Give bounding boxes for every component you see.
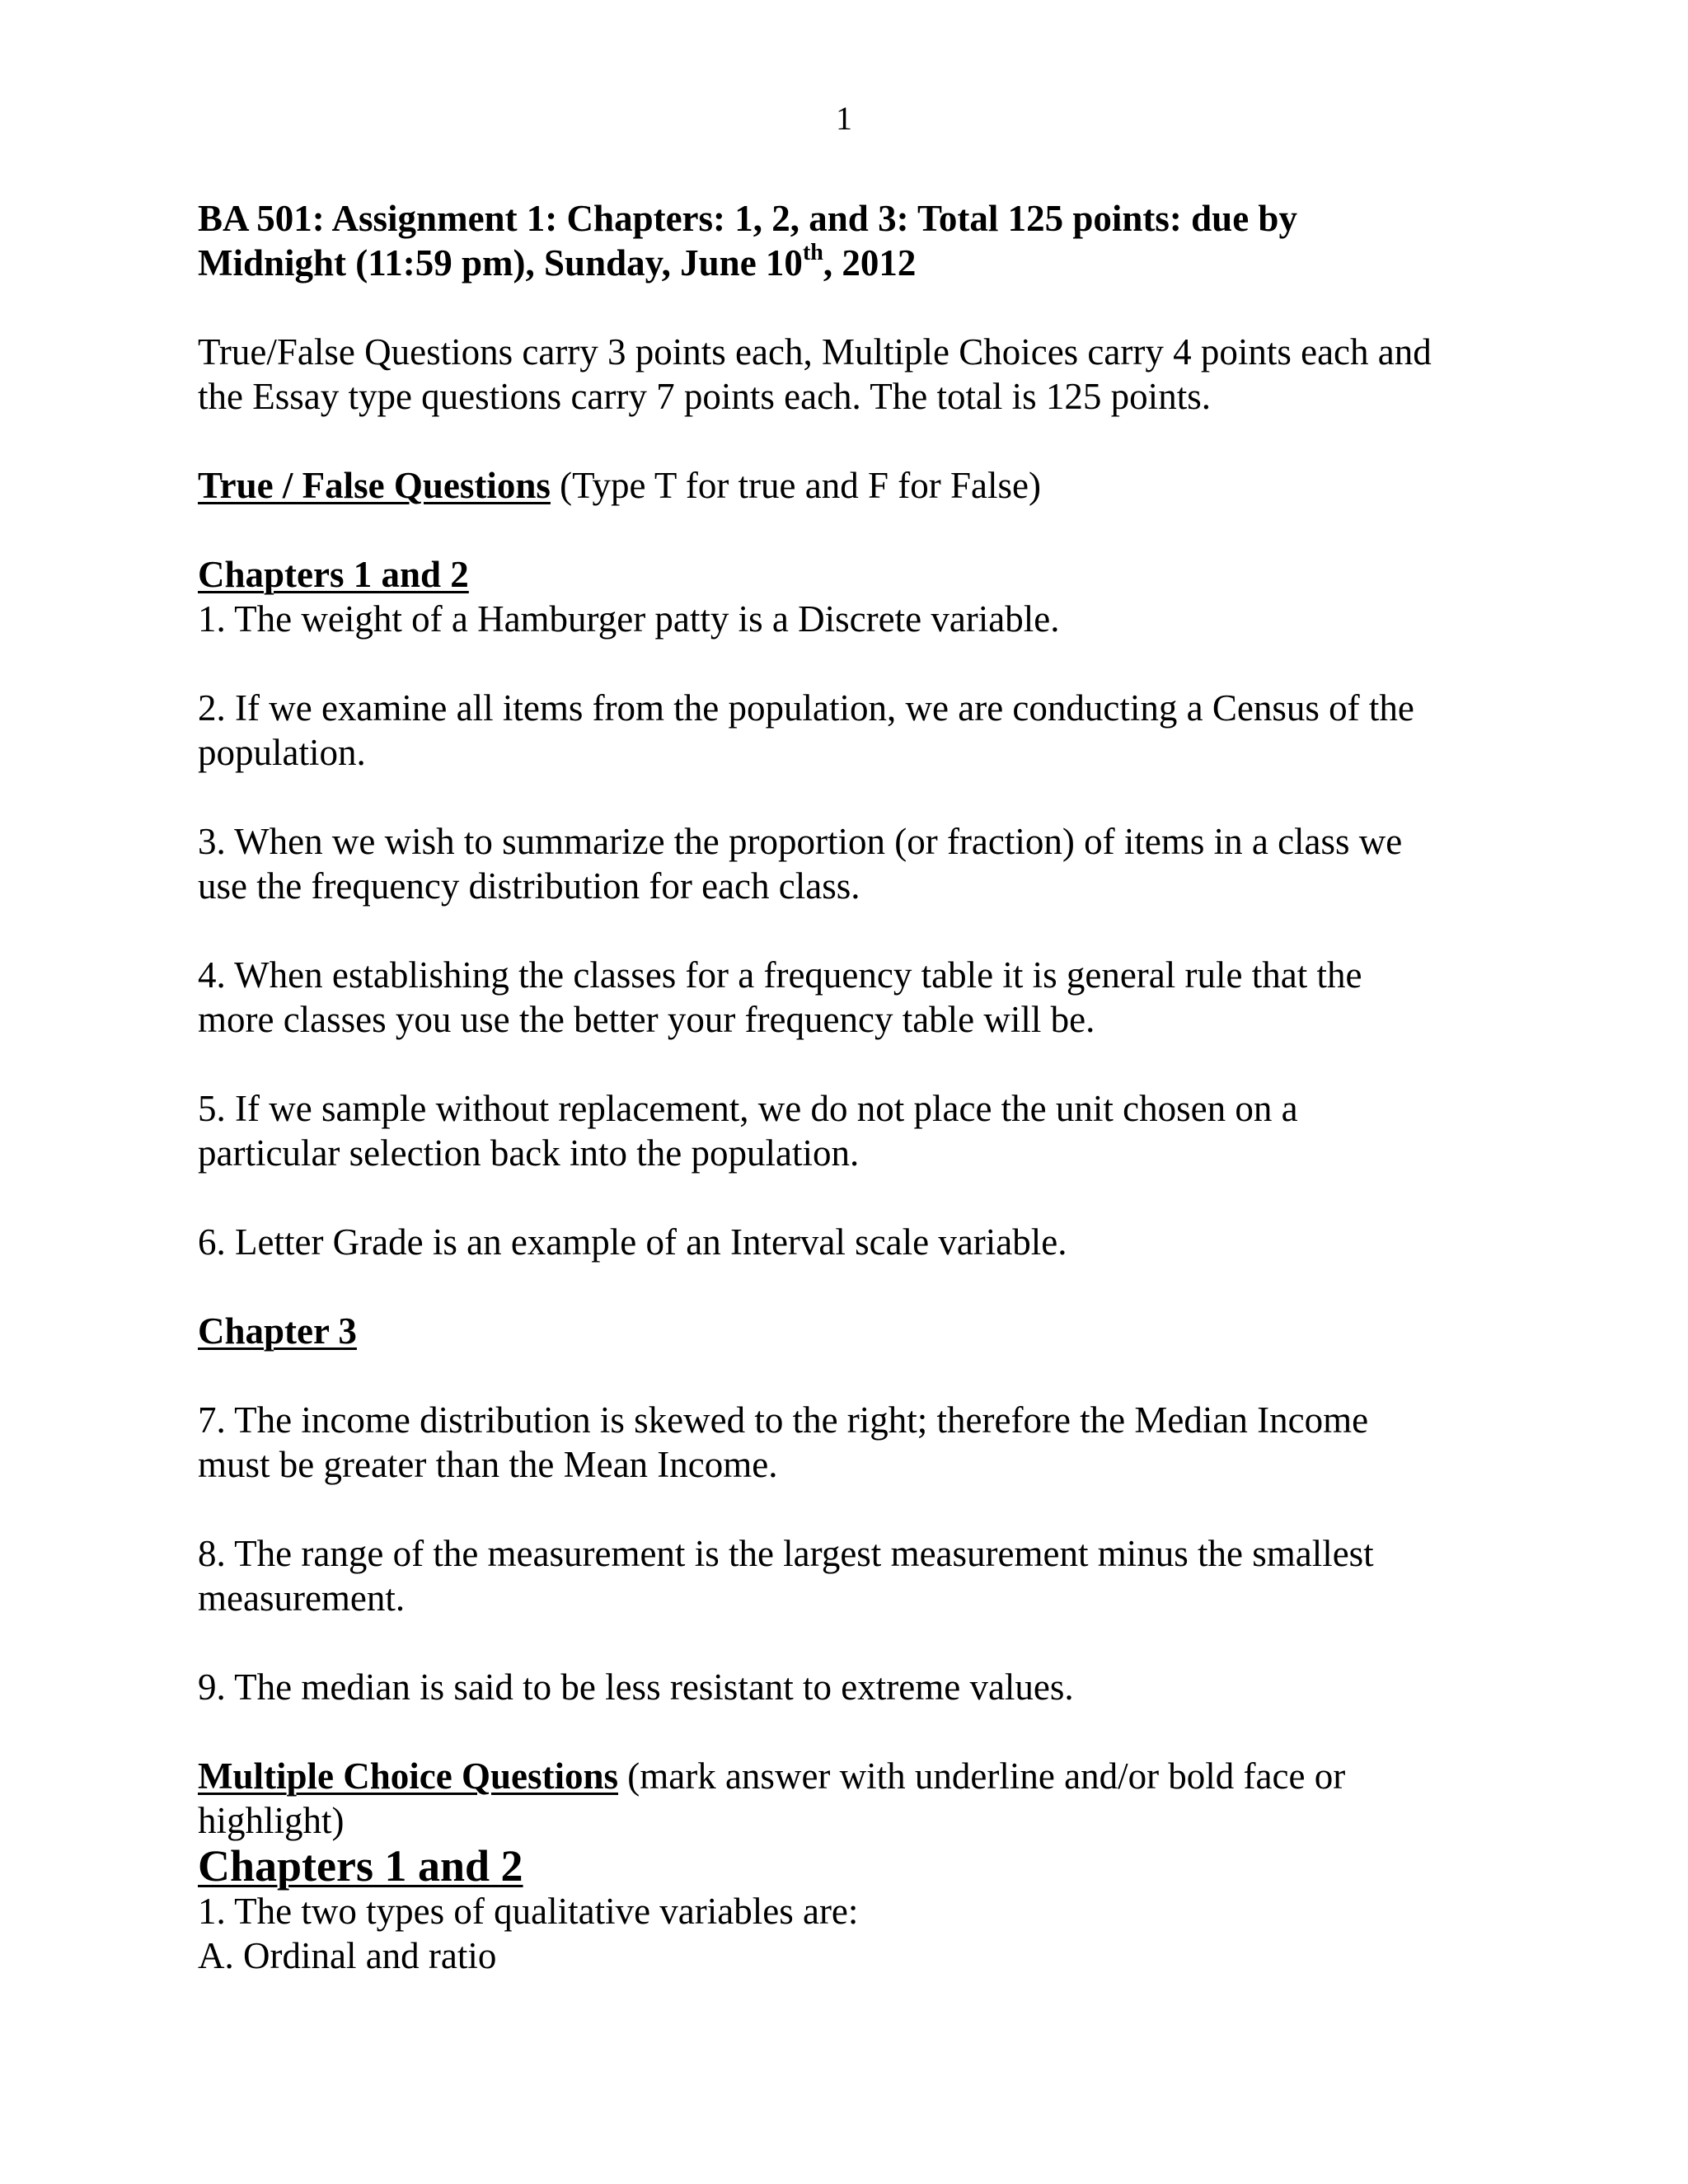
tf-question-4 [198,953,1517,1042]
title-line-1: BA 501: Assignment 1: Chapters: 1, 2, and 3: Total 125 points: due by [198,198,1297,239]
page-number: 1 [836,100,852,137]
mc-section-header [198,1754,1517,1843]
mc-question-1-option-a: A. Ordinal and ratio [198,1935,497,1976]
tf-question-3 [198,819,1517,908]
mc-section-instruction-2: highlight) [198,1800,345,1841]
question-line: measurement. [198,1577,406,1619]
document-body [198,196,1517,1978]
question-line: 2. If we examine all items from the population, we are conducting a Census of the [198,687,1414,729]
tf-section-instruction: (Type T for true and F for False) [550,465,1041,506]
tf-question-2 [198,686,1517,775]
question-line: 3. When we wish to summarize the proportion (or fraction) of items in a class we [198,821,1403,862]
question-line: 4. When establishing the classes for a frequency table it is general rule that the [198,954,1362,996]
mc-section-instruction-1: (mark answer with underline and/or bold face or [618,1755,1346,1797]
question-line: particular selection back into the population. [198,1132,860,1174]
tf-section-header [198,463,1517,508]
points-intro [198,330,1517,419]
tf-question-7 [198,1398,1517,1487]
tf-question-6 [198,1220,1517,1264]
question-line: 7. The income distribution is skewed to the right; therefore the Median Income [198,1399,1369,1441]
assignment-title [198,196,1517,285]
question-line: more classes you use the better your frequency table will be. [198,999,1095,1040]
question-line: 9. The median is said to be less resistant to extreme values. [198,1666,1074,1708]
tf-question-8 [198,1531,1517,1620]
chapter-3-heading: Chapter 3 [198,1310,357,1352]
tf-question-1 [198,597,1517,641]
tf-question-9 [198,1665,1517,1709]
mc-question-1 [198,1889,1517,1978]
question-line: use the frequency distribution for each class. [198,865,860,907]
question-line: 5. If we sample without replacement, we do not place the unit chosen on a [198,1088,1298,1129]
points-intro-line-2: the Essay type questions carry 7 points each. The total is 125 points. [198,376,1211,417]
chapters-1-2-heading: Chapters 1 and 2 [198,554,469,595]
tf-section-heading: True / False Questions [198,465,551,506]
question-line: 6. Letter Grade is an example of an Interval scale variable. [198,1221,1067,1263]
title-line-2: Midnight (11:59 pm), Sunday, June 10 [198,242,803,284]
question-line: 1. The weight of a Hamburger patty is a Discrete variable. [198,598,1060,640]
question-line: must be greater than the Mean Income. [198,1444,778,1485]
mc-question-1-stem: 1. The two types of qualitative variables are: [198,1891,859,1932]
points-intro-line-1: True/False Questions carry 3 points each, Multiple Choices carry 4 points each and [198,331,1432,373]
question-line: 8. The range of the measurement is the largest measurement minus the smallest [198,1533,1374,1574]
question-line: population. [198,732,366,773]
tf-question-5 [198,1086,1517,1175]
mc-chapters-1-2-heading: Chapters 1 and 2 [198,1841,523,1891]
title-line-2-suffix: , 2012 [823,242,917,284]
title-date-superscript: th [802,240,823,265]
mc-section-heading: Multiple Choice Questions [198,1755,619,1797]
